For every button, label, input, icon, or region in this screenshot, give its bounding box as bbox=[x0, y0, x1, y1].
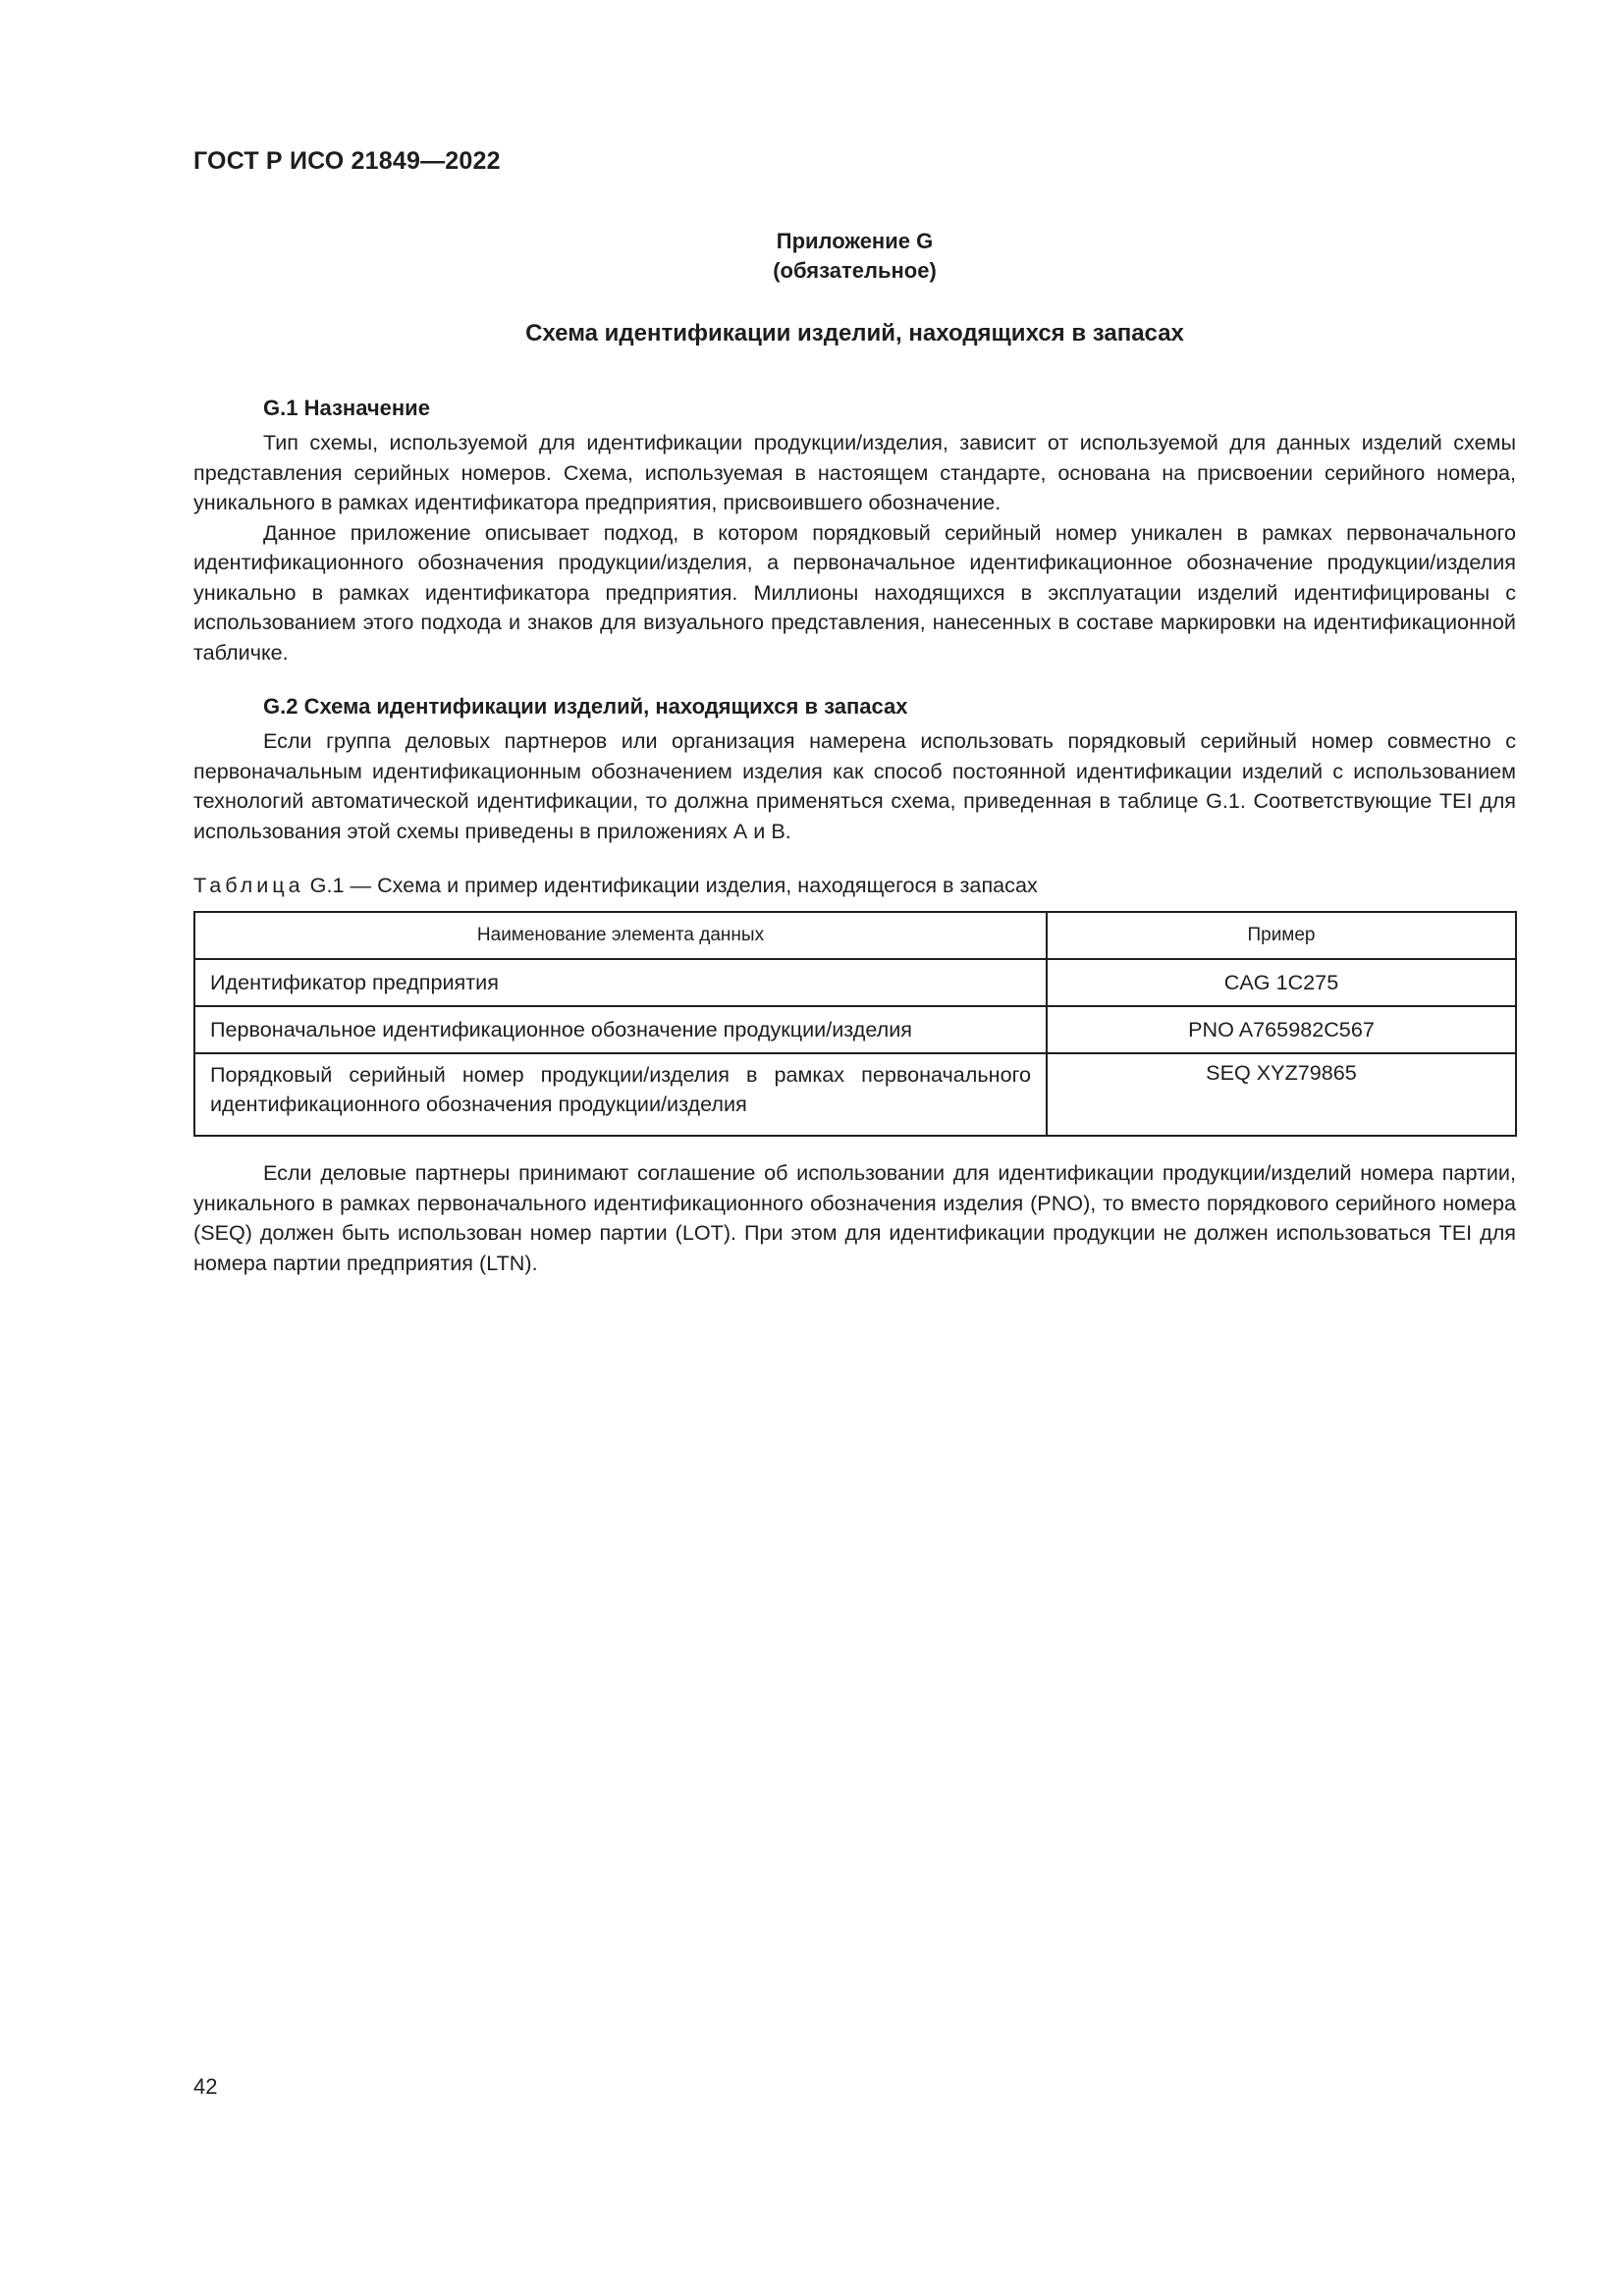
section-g1-heading: G.1 Назначение bbox=[263, 396, 430, 420]
page-number: 42 bbox=[193, 2074, 218, 2099]
table-row bbox=[194, 1053, 1516, 1136]
section-g1-body bbox=[193, 428, 1516, 667]
table-header-row bbox=[194, 912, 1516, 959]
table-cell-name: Порядковый серийный номер продукции/изделия в рамках первоначального идентификационного обозначения продукции/изделия bbox=[194, 1053, 1047, 1136]
section-g2-body bbox=[193, 726, 1516, 846]
table-cell-example: SEQ XYZ79865 bbox=[1047, 1053, 1516, 1136]
annex-label: Приложение G bbox=[776, 229, 934, 253]
closing-paragraph: Если деловые партнеры принимают соглашение об использовании для идентификации продукции/изделий номера партии, уникального в рамках первоначального идентификационного обозначения изделия (PNO), то вместо порядкового серийного номера (SEQ) должен быть использован номер партии (LOT). При этом для идентификации продукции не должен использоваться TEI для номера партии предприятия (LTN). bbox=[193, 1160, 1516, 1275]
section-g1-paragraph-2: Данное приложение описывает подход, в котором порядковый серийный номер уникален в рамках первоначального идентификационного обозначения продукции/изделия, а первоначальное идентификационное обозначение продукции/изделия уникально в рамках идентификатора предприятия. Миллионы находящихся в эксплуатации изделий идентифицированы с использованием этого подхода и знаков для визуального представления, нанесенных в составе маркировки на идентификационной табличке. bbox=[193, 519, 1516, 665]
closing-body bbox=[193, 1158, 1516, 1278]
standard-header: ГОСТ Р ИСО 21849—2022 bbox=[193, 147, 501, 175]
section-g1-paragraph-1: Тип схемы, используемой для идентификации продукции/изделия, зависит от используемой для данных изделий схемы представления серийных номеров. Схема, используемая в настоящем стандарте, основана на присвоении серийного номера, уникального в рамках идентификатора предприятия, присвоившего обозначение. bbox=[193, 430, 1516, 514]
table-header-name: Наименование элемента данных bbox=[194, 912, 1047, 959]
table-cell-name: Идентификатор предприятия bbox=[194, 959, 1047, 1006]
table-row bbox=[194, 1006, 1516, 1053]
section-g2-paragraph-1: Если группа деловых партнеров или организация намерена использовать порядковый серийный номер совместно с первоначальным идентификационным обозначением изделия как способ постоянной идентификации изделий с использованием технологий автоматической идентификации, то должна применяться схема, приведенная в таблице G.1. Соответствующие TEI для использования этой схемы приведены в приложениях А и В. bbox=[193, 728, 1516, 843]
table-caption-label: Таблица bbox=[193, 873, 304, 897]
table-cell-example: PNO A765982C567 bbox=[1047, 1006, 1516, 1053]
table-cell-name: Первоначальное идентификационное обозначение продукции/изделия bbox=[194, 1006, 1047, 1053]
table-cell-example: CAG 1C275 bbox=[1047, 959, 1516, 1006]
table-header-example: Пример bbox=[1047, 912, 1516, 959]
table-caption-text: G.1 — Схема и пример идентификации изделия, находящегося в запасах bbox=[309, 873, 1038, 897]
annex-title: Схема идентификации изделий, находящихся в запасах bbox=[525, 320, 1184, 347]
identification-table bbox=[193, 911, 1517, 1137]
table-caption bbox=[193, 873, 1038, 898]
section-g2-heading: G.2 Схема идентификации изделий, находящихся в запасах bbox=[263, 694, 908, 719]
table-row bbox=[194, 959, 1516, 1006]
annex-status: (обязательное) bbox=[773, 258, 937, 283]
